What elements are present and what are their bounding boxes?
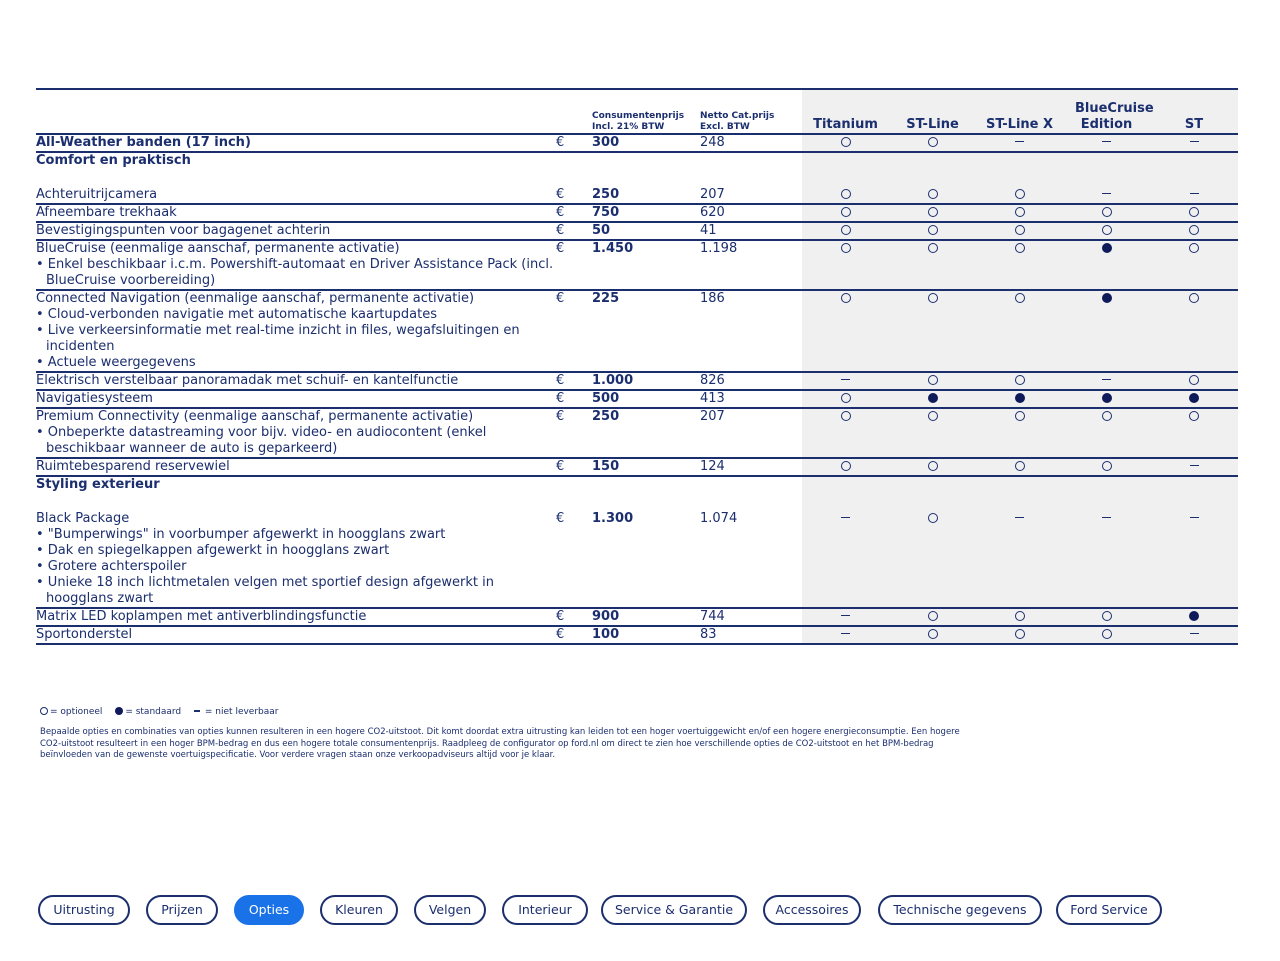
optional-circle-icon bbox=[1189, 243, 1199, 253]
option-description bbox=[36, 134, 556, 152]
availability-titanium bbox=[802, 372, 889, 390]
availability-st bbox=[1150, 458, 1238, 476]
optional-circle-icon bbox=[1015, 243, 1025, 253]
consumer-price: 225 bbox=[592, 290, 700, 372]
header-net-price bbox=[700, 89, 802, 134]
optional-circle-icon bbox=[928, 513, 938, 523]
option-row bbox=[36, 626, 1238, 644]
optional-circle-icon bbox=[1102, 611, 1112, 621]
availability-st-line-x bbox=[976, 458, 1063, 476]
option-note: • Actuele weergegevens bbox=[36, 355, 196, 370]
legend-standard bbox=[115, 707, 181, 717]
optional-circle-icon bbox=[928, 189, 938, 199]
header-trim-bluecruise-edition: BlueCruise Edition bbox=[1063, 89, 1150, 134]
currency-symbol: € bbox=[556, 134, 592, 152]
availability-bluecruise-edition bbox=[1063, 187, 1150, 204]
availability-st-line-x bbox=[976, 608, 1063, 626]
nav-button-ford-service[interactable]: Ford Service bbox=[1056, 895, 1162, 925]
optional-circle-icon bbox=[928, 243, 938, 253]
availability-st-line bbox=[889, 511, 976, 608]
option-name: Sportonderstel bbox=[36, 627, 133, 642]
availability-bluecruise-edition bbox=[1063, 240, 1150, 290]
availability-bluecruise-edition bbox=[1063, 222, 1150, 240]
optional-circle-icon bbox=[1189, 293, 1199, 303]
not-available-dash-icon bbox=[841, 633, 850, 635]
option-description bbox=[36, 608, 556, 626]
optional-circle-icon bbox=[841, 243, 851, 253]
not-available-dash-icon bbox=[1015, 141, 1024, 143]
optional-circle-icon bbox=[928, 137, 938, 147]
not-available-dash-icon bbox=[841, 517, 850, 519]
standard-dot-icon bbox=[1015, 393, 1025, 403]
availability-bluecruise-edition bbox=[1063, 408, 1150, 458]
availability-st-line bbox=[889, 390, 976, 408]
optional-circle-icon bbox=[928, 411, 938, 421]
option-note: • Grotere achterspoiler bbox=[36, 559, 187, 574]
availability-st-line-x bbox=[976, 372, 1063, 390]
net-price: 826 bbox=[700, 372, 802, 390]
not-available-dash-icon bbox=[1190, 633, 1199, 635]
availability-titanium bbox=[802, 390, 889, 408]
net-price: 186 bbox=[700, 290, 802, 372]
availability-titanium bbox=[802, 204, 889, 222]
option-description bbox=[36, 240, 556, 290]
consumer-price: 300 bbox=[592, 134, 700, 152]
availability-st-line-x bbox=[976, 222, 1063, 240]
header-currency bbox=[556, 89, 592, 134]
availability-st bbox=[1150, 290, 1238, 372]
optional-circle-icon bbox=[1015, 293, 1025, 303]
availability-bluecruise-edition bbox=[1063, 134, 1150, 152]
optional-circle-icon bbox=[1015, 611, 1025, 621]
availability-titanium bbox=[802, 408, 889, 458]
option-row bbox=[36, 458, 1238, 476]
availability-st-line-x bbox=[976, 204, 1063, 222]
currency-symbol: € bbox=[556, 187, 592, 204]
currency-symbol: € bbox=[556, 608, 592, 626]
availability-titanium bbox=[802, 240, 889, 290]
availability-bluecruise-edition bbox=[1063, 608, 1150, 626]
option-note: • Unieke 18 inch lichtmetalen velgen met sportief design afgewerkt in hoogglans zwart bbox=[36, 575, 495, 606]
option-note: • Live verkeersinformatie met real-time inzicht in files, wegafsluitingen en incidenten bbox=[36, 323, 520, 354]
consumer-price: 50 bbox=[592, 222, 700, 240]
legend-not-available bbox=[194, 707, 278, 717]
option-name: Black Package bbox=[36, 511, 130, 526]
availability-bluecruise-edition bbox=[1063, 390, 1150, 408]
option-name: Premium Connectivity (eenmalige aanschaf, permanente activatie) bbox=[36, 409, 474, 424]
legend bbox=[40, 706, 288, 718]
section-title: Comfort en praktisch bbox=[36, 153, 191, 168]
availability-st bbox=[1150, 390, 1238, 408]
availability-st-line-x bbox=[976, 290, 1063, 372]
section-header-row bbox=[36, 152, 1238, 187]
option-note: • Onbeperkte datastreaming voor bijv. video- en audiocontent (enkel beschikbaar wanneer de auto is geparkeerd) bbox=[36, 425, 487, 456]
optional-circle-icon bbox=[1102, 411, 1112, 421]
not-available-dash-icon bbox=[1190, 141, 1199, 143]
availability-st-line bbox=[889, 240, 976, 290]
option-name: All-Weather banden (17 inch) bbox=[36, 135, 251, 150]
option-description bbox=[36, 408, 556, 458]
not-available-dash-icon bbox=[1190, 465, 1199, 467]
availability-st-line-x bbox=[976, 187, 1063, 204]
currency-symbol: € bbox=[556, 390, 592, 408]
option-name: Bevestigingspunten voor bagagenet achterin bbox=[36, 223, 331, 238]
option-row bbox=[36, 290, 1238, 372]
availability-st bbox=[1150, 222, 1238, 240]
currency-symbol: € bbox=[556, 204, 592, 222]
option-note: • Enkel beschikbaar i.c.m. Powershift-automaat en Driver Assistance Pack (incl. BlueCruise voorbereiding) bbox=[36, 257, 554, 288]
option-row bbox=[36, 134, 1238, 152]
availability-titanium bbox=[802, 511, 889, 608]
net-price: 207 bbox=[700, 187, 802, 204]
availability-st-line bbox=[889, 134, 976, 152]
option-description bbox=[36, 187, 556, 204]
optional-circle-icon bbox=[928, 629, 938, 639]
net-price: 744 bbox=[700, 608, 802, 626]
optional-circle-icon bbox=[1015, 411, 1025, 421]
availability-st-line-x bbox=[976, 408, 1063, 458]
not-available-dash-icon bbox=[1102, 141, 1111, 143]
legend-standard-label: = standaard bbox=[125, 707, 182, 717]
option-row bbox=[36, 608, 1238, 626]
optional-circle-icon bbox=[841, 137, 851, 147]
availability-st bbox=[1150, 626, 1238, 644]
not-available-dash-icon bbox=[841, 379, 850, 381]
option-row bbox=[36, 204, 1238, 222]
nav-button-interieur[interactable]: Interieur bbox=[502, 895, 588, 925]
option-row bbox=[36, 372, 1238, 390]
net-price: 207 bbox=[700, 408, 802, 458]
availability-st bbox=[1150, 187, 1238, 204]
availability-st-line bbox=[889, 187, 976, 204]
optional-circle-icon bbox=[841, 225, 851, 235]
section-nav bbox=[38, 895, 1238, 929]
optional-circle-icon bbox=[841, 411, 851, 421]
optional-circle-icon bbox=[1015, 375, 1025, 385]
net-price: 620 bbox=[700, 204, 802, 222]
net-price: 1.074 bbox=[700, 511, 802, 608]
standard-dot-icon bbox=[1102, 293, 1112, 303]
nav-button-opties[interactable]: Opties bbox=[234, 895, 304, 925]
currency-symbol: € bbox=[556, 408, 592, 458]
header-description bbox=[36, 89, 556, 134]
availability-bluecruise-edition bbox=[1063, 290, 1150, 372]
net-price: 124 bbox=[700, 458, 802, 476]
nav-button-kleuren[interactable]: Kleuren bbox=[320, 895, 398, 925]
optional-circle-icon bbox=[1102, 207, 1112, 217]
availability-titanium bbox=[802, 626, 889, 644]
header-trim-st-line-x: ST-Line X bbox=[976, 89, 1063, 134]
consumer-price: 1.000 bbox=[592, 372, 700, 390]
option-row bbox=[36, 222, 1238, 240]
availability-st-line bbox=[889, 626, 976, 644]
optional-circle-icon bbox=[928, 611, 938, 621]
not-available-dash-icon bbox=[194, 710, 200, 711]
header-consumer-price bbox=[592, 89, 700, 134]
option-note: • Dak en spiegelkappen afgewerkt in hoogglans zwart bbox=[36, 543, 390, 558]
standard-dot-icon bbox=[928, 393, 938, 403]
optional-circle-icon bbox=[1189, 375, 1199, 385]
availability-bluecruise-edition bbox=[1063, 372, 1150, 390]
availability-st-line bbox=[889, 222, 976, 240]
availability-st-line-x bbox=[976, 511, 1063, 608]
option-row bbox=[36, 511, 1238, 608]
availability-bluecruise-edition bbox=[1063, 511, 1150, 608]
availability-st-line bbox=[889, 290, 976, 372]
optional-circle-icon bbox=[1015, 189, 1025, 199]
availability-st-line bbox=[889, 204, 976, 222]
currency-symbol: € bbox=[556, 222, 592, 240]
consumer-price: 1.300 bbox=[592, 511, 700, 608]
availability-titanium bbox=[802, 608, 889, 626]
consumer-price: 100 bbox=[592, 626, 700, 644]
availability-st-line-x bbox=[976, 390, 1063, 408]
nav-button-accessoires[interactable]: Accessoires bbox=[763, 895, 861, 925]
optional-circle-icon bbox=[40, 707, 48, 715]
currency-symbol: € bbox=[556, 372, 592, 390]
option-description bbox=[36, 372, 556, 390]
availability-st bbox=[1150, 204, 1238, 222]
option-name: Afneembare trekhaak bbox=[36, 205, 177, 220]
option-name: Ruimtebesparend reservewiel bbox=[36, 459, 230, 474]
availability-st bbox=[1150, 134, 1238, 152]
option-description bbox=[36, 626, 556, 644]
option-description bbox=[36, 222, 556, 240]
not-available-dash-icon bbox=[1015, 517, 1024, 519]
availability-titanium bbox=[802, 290, 889, 372]
legend-optional-label: = optioneel bbox=[50, 707, 103, 717]
standard-dot-icon bbox=[1102, 243, 1112, 253]
legend-optional bbox=[40, 707, 102, 717]
consumer-price: 250 bbox=[592, 408, 700, 458]
option-row bbox=[36, 390, 1238, 408]
currency-symbol: € bbox=[556, 240, 592, 290]
currency-symbol: € bbox=[556, 511, 592, 608]
standard-dot-icon bbox=[1189, 611, 1199, 621]
availability-st bbox=[1150, 511, 1238, 608]
net-price: 413 bbox=[700, 390, 802, 408]
net-price: 83 bbox=[700, 626, 802, 644]
currency-symbol: € bbox=[556, 290, 592, 372]
option-row bbox=[36, 240, 1238, 290]
net-price: 41 bbox=[700, 222, 802, 240]
not-available-dash-icon bbox=[1190, 517, 1199, 519]
optional-circle-icon bbox=[1189, 411, 1199, 421]
availability-st-line-x bbox=[976, 240, 1063, 290]
options-price-table bbox=[36, 88, 1238, 645]
disclaimer-text: Bepaalde opties en combinaties van opties kunnen resulteren in een hogere CO2-uitstoot. Dit komt doordat extra uitrusting kan leiden tot een hoger voertuiggewicht en/of een hogere energieconsumptie. Een hogere CO2-uitstoot resulteert in een hoger BPM-bedrag en dus een hogere totale consumentenprijs. Raadpleeg de configurator op ford.nl om direct te zien hoe verschillende opties de CO2-uitstoot en het BPM-bedrag beïnvloeden van de gewenste voertuigspecificatie. Voor verdere vragen staan onze verkoopadviseurs altijd voor je klaar. bbox=[40, 727, 960, 760]
not-available-dash-icon bbox=[1102, 379, 1111, 381]
option-name: Achteruitrijcamera bbox=[36, 187, 158, 202]
option-description bbox=[36, 290, 556, 372]
optional-circle-icon bbox=[1102, 629, 1112, 639]
availability-bluecruise-edition bbox=[1063, 626, 1150, 644]
optional-circle-icon bbox=[841, 293, 851, 303]
consumer-price: 1.450 bbox=[592, 240, 700, 290]
section-title: Styling exterieur bbox=[36, 477, 160, 492]
consumer-price: 150 bbox=[592, 458, 700, 476]
availability-titanium bbox=[802, 222, 889, 240]
header-consumer-price-line1: Consumentenprijs bbox=[592, 111, 685, 121]
not-available-dash-icon bbox=[1102, 193, 1111, 195]
section-shade-cell bbox=[802, 476, 1238, 511]
nav-button-velgen[interactable]: Velgen bbox=[414, 895, 486, 925]
currency-symbol: € bbox=[556, 626, 592, 644]
consumer-price: 500 bbox=[592, 390, 700, 408]
option-note: • Cloud-verbonden navigatie met automatische kaartupdates bbox=[36, 307, 437, 322]
availability-st-line-x bbox=[976, 134, 1063, 152]
optional-circle-icon bbox=[841, 189, 851, 199]
availability-bluecruise-edition bbox=[1063, 458, 1150, 476]
optional-circle-icon bbox=[928, 207, 938, 217]
option-row bbox=[36, 187, 1238, 204]
header-consumer-price-line2: Incl. 21% BTW bbox=[592, 122, 665, 132]
net-price: 248 bbox=[700, 134, 802, 152]
nav-button-prijzen[interactable]: Prijzen bbox=[146, 895, 218, 925]
option-note: • "Bumperwings" in voorbumper afgewerkt in hoogglans zwart bbox=[36, 527, 446, 542]
option-name: Connected Navigation (eenmalige aanschaf, permanente activatie) bbox=[36, 291, 475, 306]
optional-circle-icon bbox=[841, 393, 851, 403]
nav-button-uitrusting[interactable]: Uitrusting bbox=[38, 895, 130, 925]
standard-dot-icon bbox=[1102, 393, 1112, 403]
availability-st-line bbox=[889, 608, 976, 626]
section-shade-cell bbox=[802, 152, 1238, 187]
availability-st-line bbox=[889, 458, 976, 476]
header-net-price-line1: Netto Cat.prijs bbox=[700, 111, 775, 121]
option-description bbox=[36, 390, 556, 408]
optional-circle-icon bbox=[1015, 629, 1025, 639]
availability-st-line-x bbox=[976, 626, 1063, 644]
option-row bbox=[36, 408, 1238, 458]
optional-circle-icon bbox=[841, 207, 851, 217]
option-description bbox=[36, 511, 556, 608]
optional-circle-icon bbox=[928, 461, 938, 471]
optional-circle-icon bbox=[1102, 225, 1112, 235]
availability-st-line bbox=[889, 408, 976, 458]
not-available-dash-icon bbox=[1102, 517, 1111, 519]
availability-titanium bbox=[802, 458, 889, 476]
consumer-price: 250 bbox=[592, 187, 700, 204]
net-price: 1.198 bbox=[700, 240, 802, 290]
optional-circle-icon bbox=[1015, 207, 1025, 217]
header-trim-st: ST bbox=[1150, 89, 1238, 134]
option-name: BlueCruise (eenmalige aanschaf, permanente activatie) bbox=[36, 241, 400, 256]
optional-circle-icon bbox=[1015, 225, 1025, 235]
availability-titanium bbox=[802, 187, 889, 204]
option-name: Navigatiesysteem bbox=[36, 391, 153, 406]
optional-circle-icon bbox=[928, 293, 938, 303]
optional-circle-icon bbox=[928, 375, 938, 385]
header-trim-titanium: Titanium bbox=[802, 89, 889, 134]
nav-button-service-garantie[interactable]: Service & Garantie bbox=[601, 895, 747, 925]
standard-dot-icon bbox=[1189, 393, 1199, 403]
optional-circle-icon bbox=[841, 461, 851, 471]
availability-st bbox=[1150, 372, 1238, 390]
table-header bbox=[36, 89, 1238, 134]
availability-st bbox=[1150, 608, 1238, 626]
header-trim-st-line: ST-Line bbox=[889, 89, 976, 134]
header-net-price-line2: Excl. BTW bbox=[700, 122, 750, 132]
availability-st bbox=[1150, 408, 1238, 458]
option-description bbox=[36, 458, 556, 476]
consumer-price: 900 bbox=[592, 608, 700, 626]
table-body bbox=[36, 134, 1238, 644]
option-description bbox=[36, 204, 556, 222]
standard-dot-icon bbox=[115, 707, 123, 715]
consumer-price: 750 bbox=[592, 204, 700, 222]
optional-circle-icon bbox=[1189, 225, 1199, 235]
availability-st-line bbox=[889, 372, 976, 390]
option-name: Elektrisch verstelbaar panoramadak met schuif- en kantelfunctie bbox=[36, 373, 459, 388]
not-available-dash-icon bbox=[841, 615, 850, 617]
legend-not-available-label: = niet leverbaar bbox=[204, 707, 279, 717]
availability-st bbox=[1150, 240, 1238, 290]
currency-symbol: € bbox=[556, 458, 592, 476]
availability-titanium bbox=[802, 134, 889, 152]
optional-circle-icon bbox=[1189, 207, 1199, 217]
option-name: Matrix LED koplampen met antiverblindingsfunctie bbox=[36, 609, 367, 624]
optional-circle-icon bbox=[1102, 461, 1112, 471]
section-header-row bbox=[36, 476, 1238, 511]
optional-circle-icon bbox=[1015, 461, 1025, 471]
nav-button-technische-gegevens[interactable]: Technische gegevens bbox=[878, 895, 1042, 925]
not-available-dash-icon bbox=[1190, 193, 1199, 195]
optional-circle-icon bbox=[928, 225, 938, 235]
availability-bluecruise-edition bbox=[1063, 204, 1150, 222]
